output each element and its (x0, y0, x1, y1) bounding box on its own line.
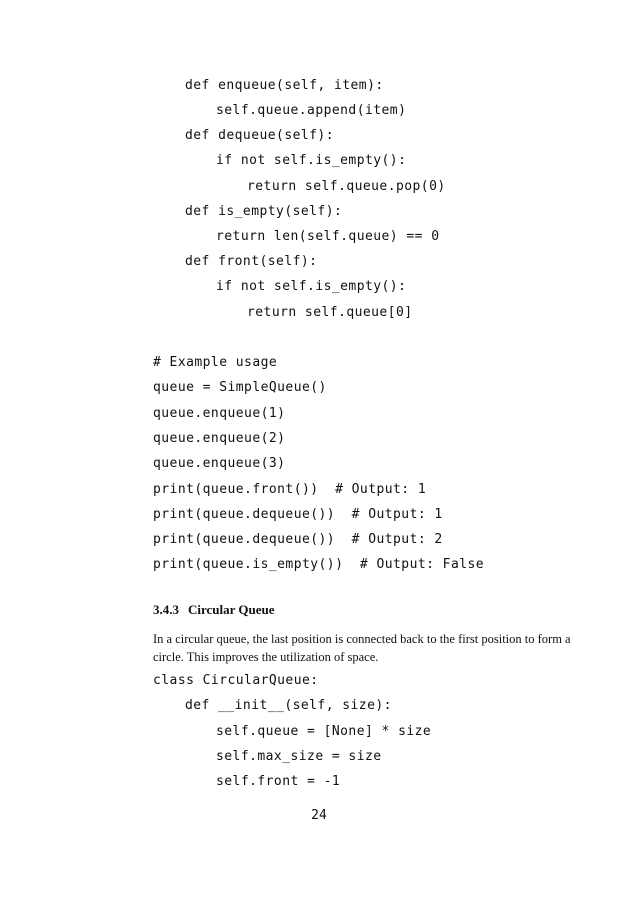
code-line: self.queue = [None] * size (216, 724, 432, 739)
page-number: 24 (311, 808, 327, 823)
code-line: print(queue.dequeue()) # Output: 2 (153, 532, 443, 547)
code-line: return len(self.queue) == 0 (216, 229, 440, 244)
code-line: self.front = -1 (216, 774, 341, 789)
code-line: queue.enqueue(2) (153, 431, 286, 446)
code-line: def dequeue(self): (185, 128, 334, 143)
code-line: self.max_size = size (216, 749, 382, 764)
section-paragraph (153, 630, 593, 666)
code-line: print(queue.is_empty()) # Output: False (153, 557, 485, 572)
code-line: def front(self): (185, 254, 318, 269)
code-line: self.queue.append(item) (216, 103, 407, 118)
code-line: queue.enqueue(1) (153, 406, 286, 421)
code-line: if not self.is_empty(): (216, 153, 407, 168)
paragraph-line: circle. This improves the utilization of space. (153, 650, 379, 664)
code-line: queue = SimpleQueue() (153, 380, 327, 395)
paragraph-line: In a circular queue, the last position is connected back to the first position to form a (153, 632, 571, 646)
code-line: queue.enqueue(3) (153, 456, 286, 471)
code-line: class CircularQueue: (153, 673, 319, 688)
code-line: if not self.is_empty(): (216, 279, 407, 294)
code-comment: # Example usage (153, 355, 278, 370)
section-number: 3.4.3 (153, 602, 179, 617)
code-line: print(queue.dequeue()) # Output: 1 (153, 507, 443, 522)
code-line: def __init__(self, size): (185, 698, 392, 713)
code-line: return self.queue.pop(0) (247, 179, 446, 194)
code-line: def enqueue(self, item): (185, 78, 384, 93)
code-line: return self.queue[0] (247, 305, 413, 320)
code-line: print(queue.front()) # Output: 1 (153, 482, 427, 497)
code-line: def is_empty(self): (185, 204, 343, 219)
section-title: Circular Queue (188, 602, 275, 617)
section-heading (153, 602, 275, 618)
